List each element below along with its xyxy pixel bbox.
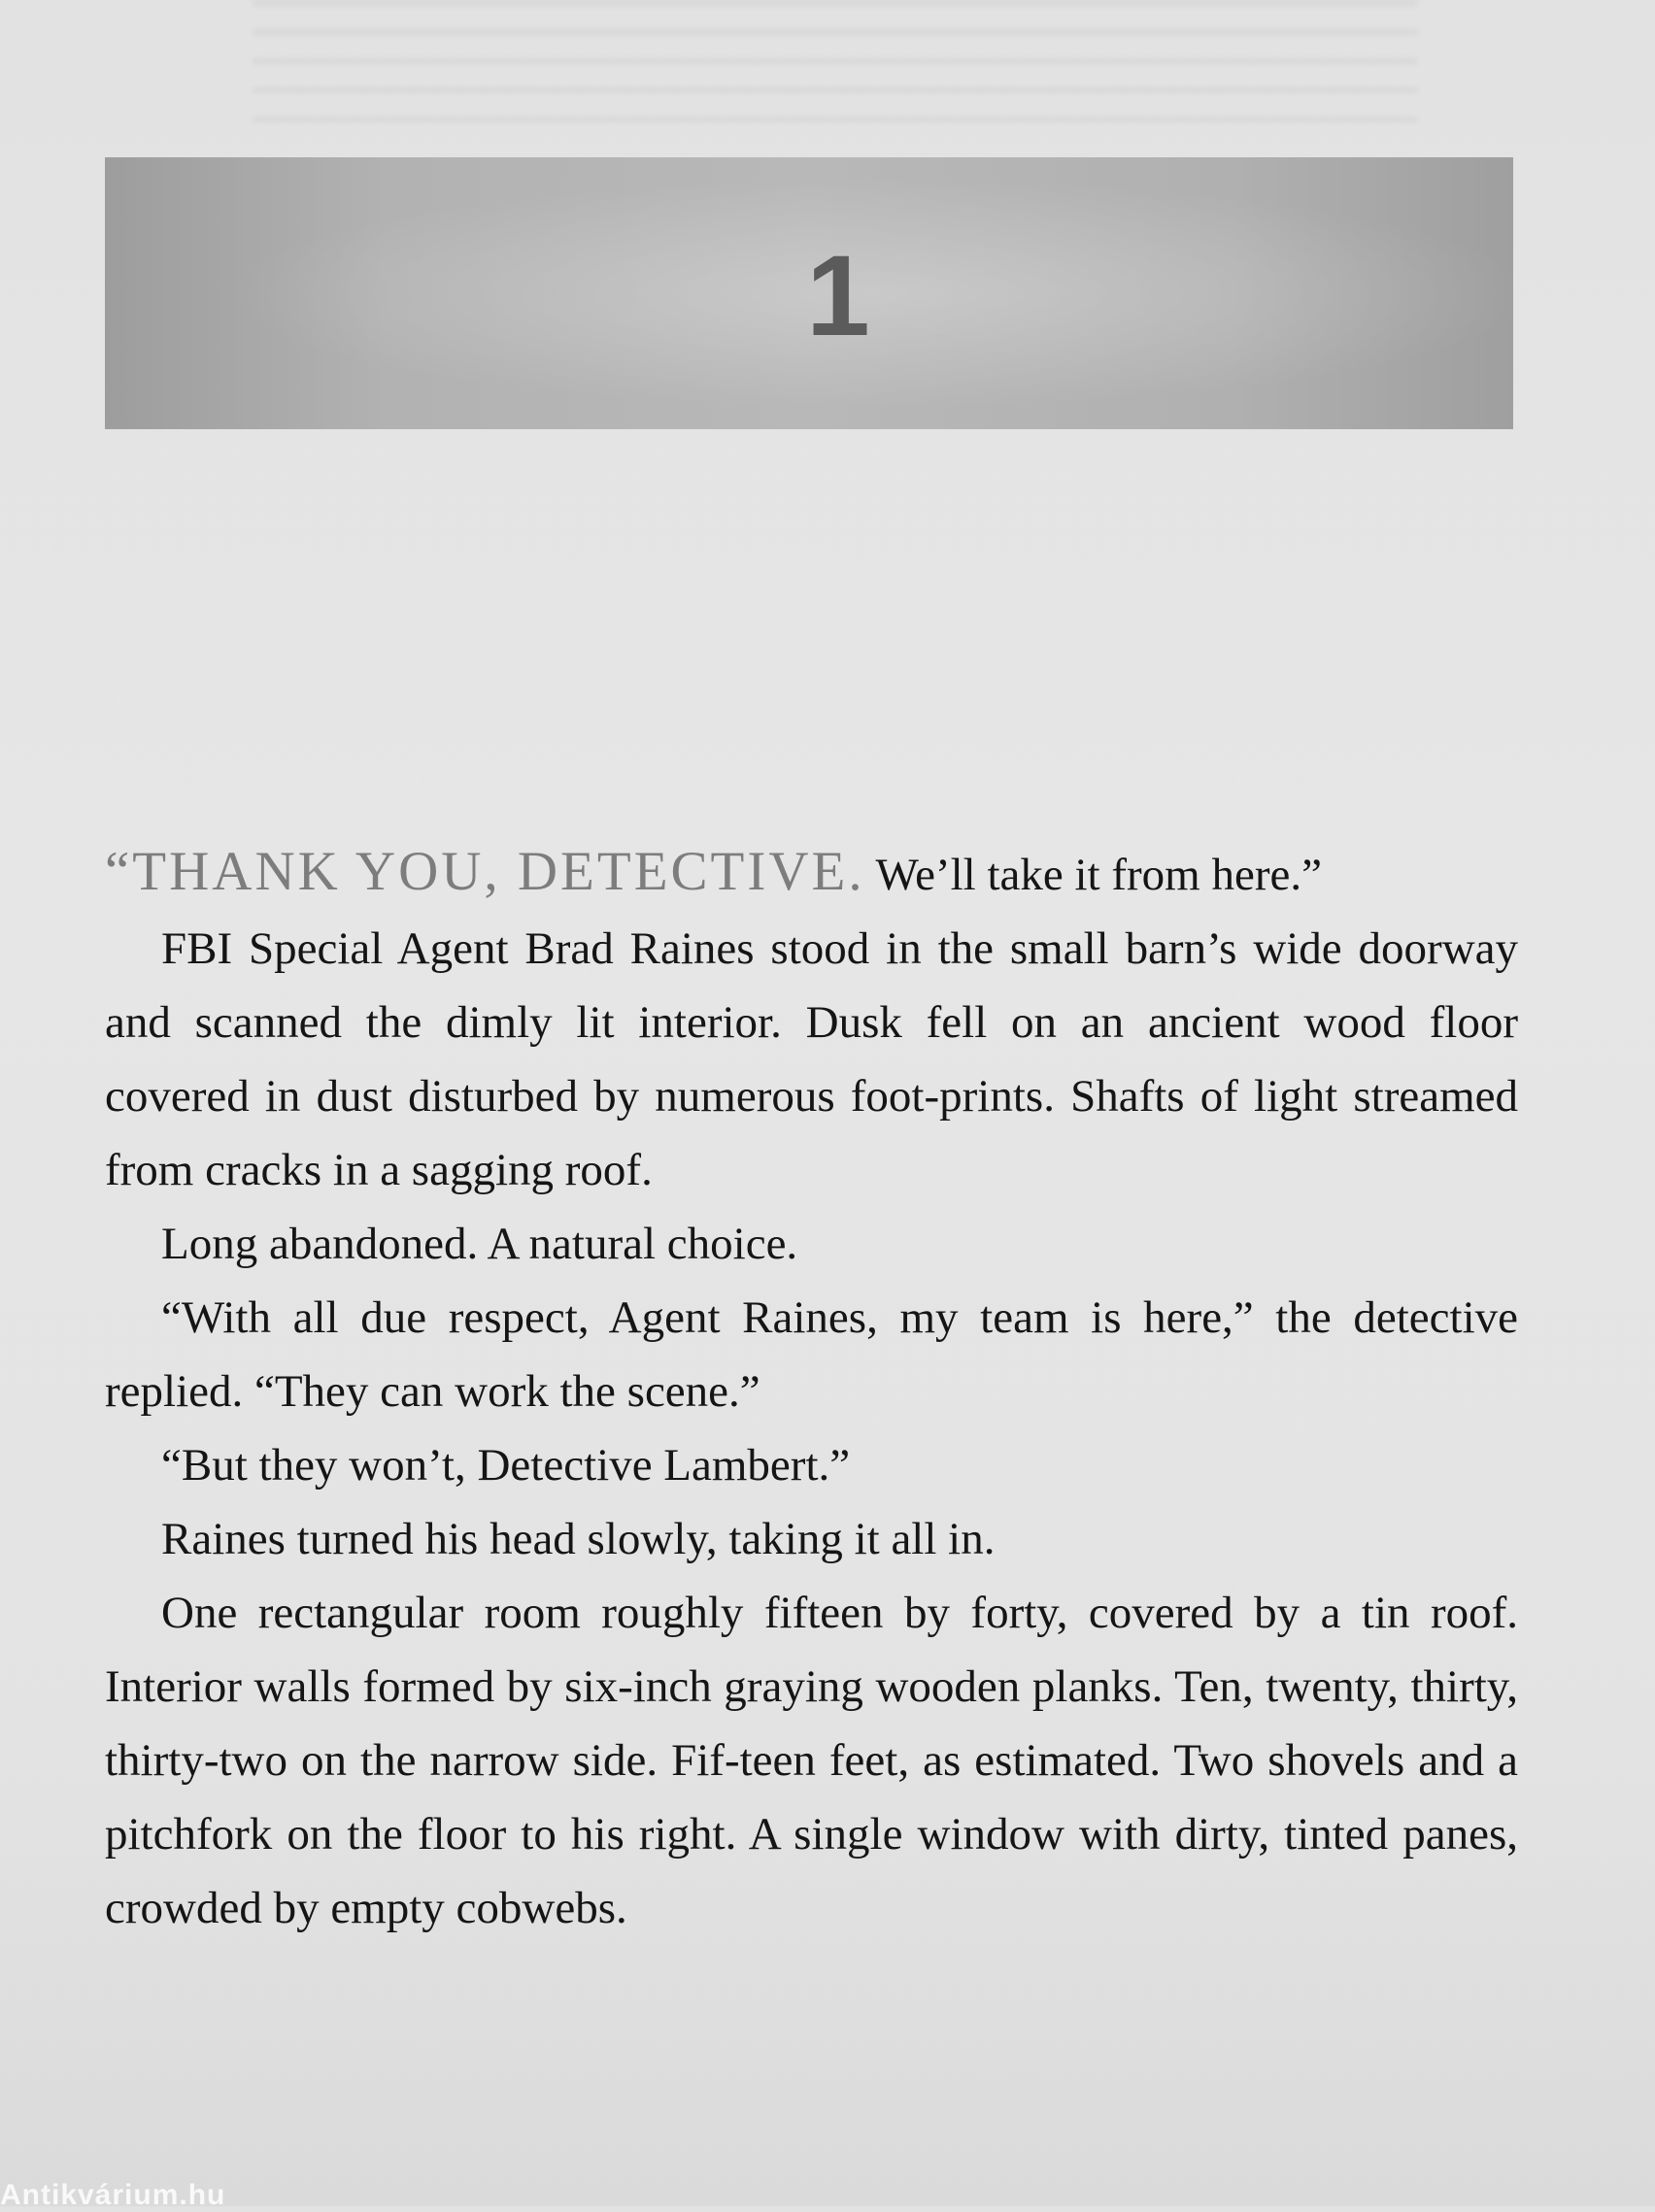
opening-small-caps: “THANK YOU, DETECTIVE.: [105, 841, 865, 902]
paragraph: “With all due respect, Agent Raines, my team is here,” the detective replied. “They can work the scene.”: [105, 1292, 1518, 1417]
watermark: Antikvárium.hu: [0, 2179, 226, 2211]
chapter-header-band: [105, 157, 1513, 429]
paragraph: One rectangular room roughly fifteen by forty, covered by a tin roof. Interior walls formed by six-inch graying wooden planks. Ten, twenty, thirty, thirty-two on the narrow side. Fif-teen feet, as estimated. Two shovels and a pitchfork on the floor to his right. A single window with dirty, tinted panes, crowded by empty cobwebs.: [105, 1588, 1518, 1933]
paragraph: “But they won’t, Detective Lambert.”: [161, 1440, 851, 1491]
paragraph: FBI Special Agent Brad Raines stood in the small barn’s wide doorway and scanned the dimly lit interior. Dusk fell on an ancient wood floor covered in dust disturbed by numerous foot-prints. Shafts of light streamed from cracks in a sagging roof.: [105, 923, 1518, 1195]
chapter-number: 1: [806, 232, 870, 360]
opening-rest: We’ll take it from here.”: [864, 850, 1322, 900]
paragraph: Long abandoned. A natural choice.: [161, 1219, 798, 1269]
show-through-text: [253, 0, 1418, 126]
opening-paragraph: [105, 835, 1518, 912]
paragraph: Raines turned his head slowly, taking it all in.: [161, 1514, 996, 1564]
body-text: [105, 835, 1518, 1945]
